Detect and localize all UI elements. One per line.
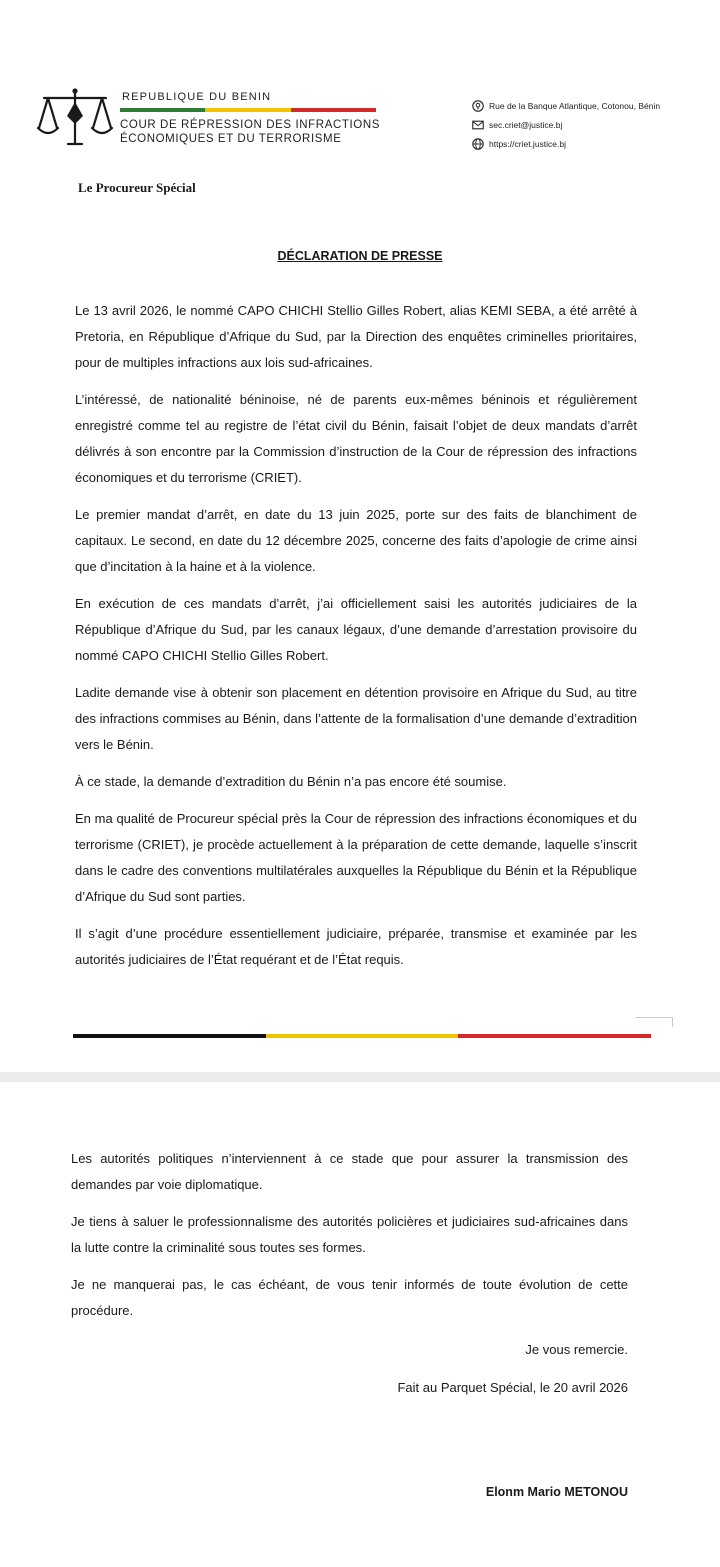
paragraph: Ladite demande vise à obtenir son placement en détention provisoire en Afrique du Sud, au titre des infractions commises au Bénin, dans l’attente de la formalisation d’une demande d’extradition vers le Bénin. bbox=[75, 685, 637, 752]
paragraph: En exécution de ces mandats d’arrêt, j’ai officiellement saisi les autorités judiciaires de la République d’Afrique du Sud, par les canaux légaux, d’une demande d’arrestation provisoire du nommé CAPO CHICHI Stellio Gilles Robert. bbox=[75, 596, 637, 663]
globe-icon bbox=[472, 138, 484, 150]
paragraph: À ce stade, la demande d’extradition du Bénin n’a pas encore été soumise. bbox=[75, 774, 507, 789]
flag-stripe-green bbox=[120, 108, 205, 112]
court-name-line-2: ÉCONOMIQUES ET DU TERRORISME bbox=[120, 133, 342, 145]
contact-website-row bbox=[472, 134, 660, 153]
contact-email-row bbox=[472, 115, 660, 134]
paragraph: Je tiens à saluer le professionnalisme des autorités policières et judiciaires sud-africaines dans la lutte contre la criminalité sous toutes ses formes. bbox=[71, 1214, 628, 1255]
country-name: REPUBLIQUE DU BENIN bbox=[122, 91, 272, 103]
paragraph: Le premier mandat d’arrêt, en date du 13 juin 2025, porte sur des faits de blanchiment de capitaux. Le second, en date du 12 décembre 2025, concerne des faits d’apologie de crime ainsi que d’incitation à la haine et à la violence. bbox=[75, 507, 637, 574]
court-name-line-1: COUR DE RÉPRESSION DES INFRACTIONS bbox=[120, 119, 381, 131]
page-separator bbox=[0, 1072, 720, 1082]
contact-address-row bbox=[472, 96, 660, 115]
stamp-corner-mark bbox=[636, 1017, 673, 1027]
scales-of-justice-icon bbox=[36, 86, 114, 152]
document-title: DÉCLARATION DE PRESSE bbox=[277, 249, 443, 263]
paragraph: Il s’agit d’une procédure essentiellement judiciaire, préparée, transmise et examinée par les autorités judiciaires de l’État requérant et de l’État requis. bbox=[75, 926, 637, 967]
statement-body-page-1 bbox=[75, 298, 637, 984]
footer-bar-yellow bbox=[266, 1034, 459, 1038]
footer-bar-black bbox=[73, 1034, 266, 1038]
flag-stripe bbox=[120, 108, 376, 112]
contact-address: Rue de la Banque Atlantique, Cotonou, Bénin bbox=[489, 100, 661, 111]
place-and-date: Fait au Parquet Spécial, le 20 avril 2026 bbox=[397, 1380, 628, 1395]
statement-body-page-2 bbox=[71, 1146, 628, 1335]
contact-block bbox=[472, 96, 660, 153]
paragraph: L’intéressé, de nationalité béninoise, né de parents eux-mêmes béninois et régulièrement enregistré comme tel au registre de l’état civil du Bénin, faisait l’objet de deux mandats d’arrêt délivrés à son encontre par la Commission d’instruction de la Cour de répression des infractions économiques et du terrorisme (CRIET). bbox=[75, 392, 637, 485]
court-name bbox=[120, 118, 380, 146]
paragraph: Le 13 avril 2026, le nommé CAPO CHICHI Stellio Gilles Robert, alias KEMI SEBA, a été arrêté à Pretoria, en République d’Afrique du Sud, par la Direction des enquêtes criminelles prioritaires, pour de multiples infractions aux lois sud-africaines. bbox=[75, 303, 637, 370]
footer-color-bar bbox=[73, 1034, 651, 1038]
flag-stripe-yellow bbox=[205, 108, 290, 112]
sender-title: Le Procureur Spécial bbox=[78, 180, 196, 195]
envelope-icon bbox=[472, 119, 484, 131]
signatory-name: Elonm Mario METONOU bbox=[485, 1485, 628, 1499]
paragraph: Les autorités politiques n’interviennent à ce stade que pour assurer la transmission des demandes par voie diplomatique. bbox=[71, 1151, 628, 1192]
flag-stripe-red bbox=[291, 108, 376, 112]
contact-website[interactable]: https://criet.justice.bj bbox=[489, 138, 567, 149]
paragraph: En ma qualité de Procureur spécial près la Cour de répression des infractions économiques et du terrorisme (CRIET), je procède actuellement à la préparation de cette demande, laquelle s’inscrit dans le cadre des conventions multilatérales auxquelles la République du Bénin et la République d’Afrique du Sud sont parties. bbox=[75, 811, 637, 904]
footer-bar-red bbox=[458, 1034, 651, 1038]
paragraph: Je ne manquerai pas, le cas échéant, de vous tenir informés de toute évolution de cette procédure. bbox=[71, 1277, 628, 1318]
document-page-2 bbox=[0, 1082, 720, 1567]
closing-remark: Je vous remercie. bbox=[525, 1342, 628, 1357]
location-pin-icon bbox=[472, 100, 484, 112]
contact-email[interactable]: sec.criet@justice.bj bbox=[489, 119, 563, 130]
